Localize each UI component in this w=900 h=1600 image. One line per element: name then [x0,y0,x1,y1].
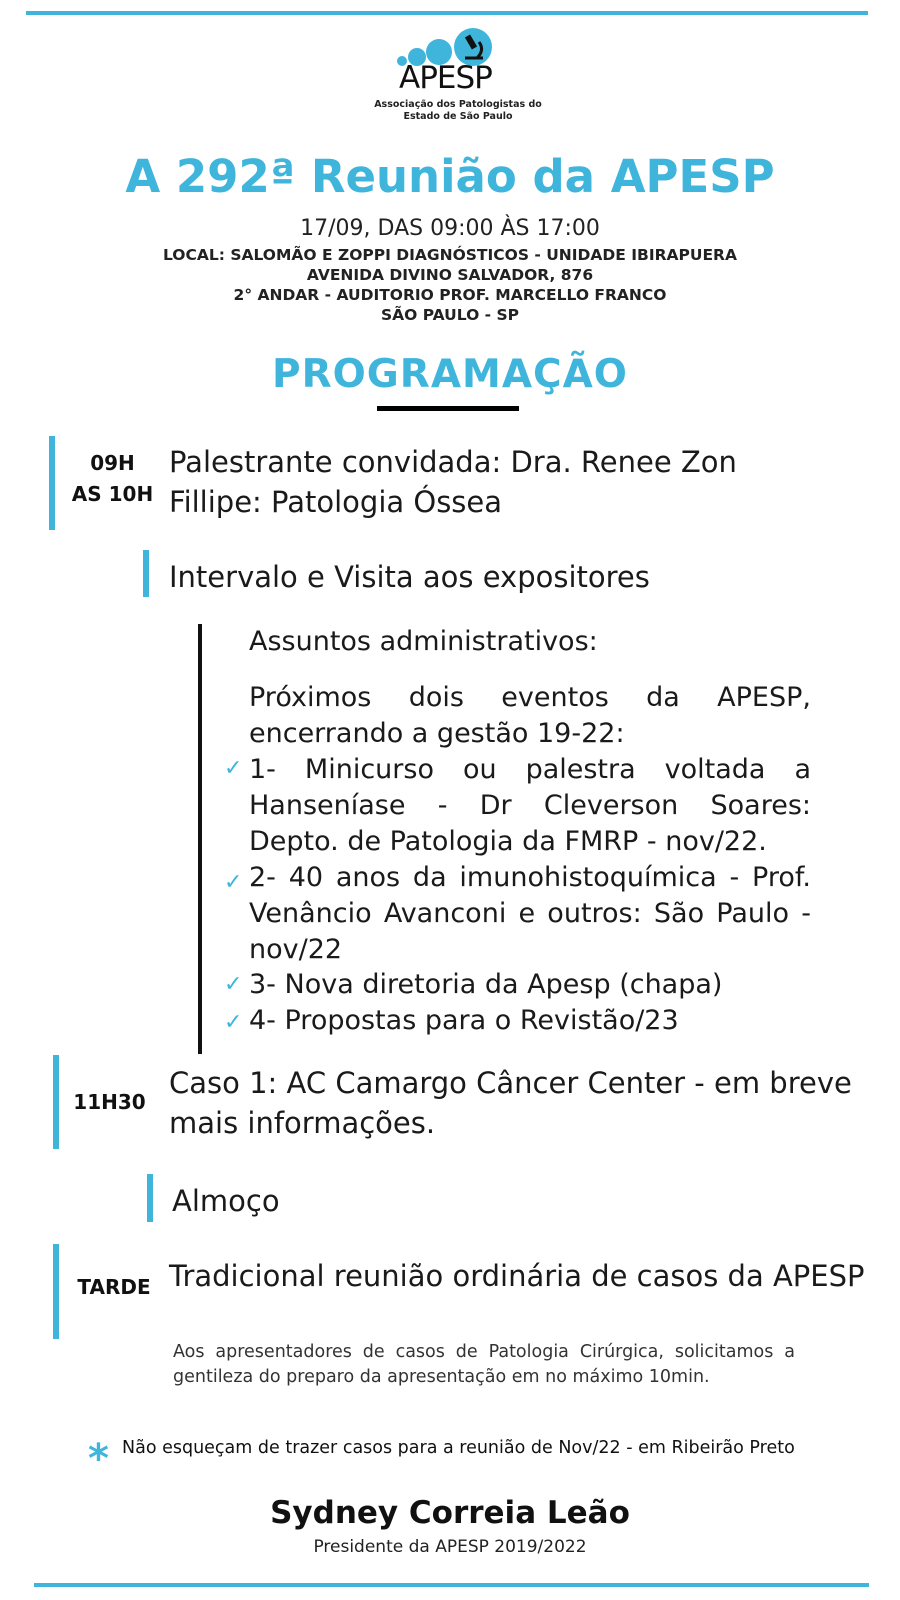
lunch-accent-bar [147,1174,153,1222]
admin-divider-bar [198,624,202,1054]
check-icon: ✓ [224,1010,243,1035]
session1-topic: Fillipe: Patologia Óssea [169,485,503,519]
session1-text [169,442,869,522]
admin-item-4: 4- Propostas para o Revistão/23 [249,1005,679,1036]
bottom-divider [34,1583,869,1587]
logo-wordmark: APESP [399,60,492,96]
session1-time-end: AS 10H [71,482,154,506]
lunch-text: Almoço [172,1184,280,1218]
event-datetime: 17/09, DAS 09:00 ÀS 17:00 [300,216,600,241]
break-text: Intervalo e Visita aos expositores [169,560,650,594]
afternoon-note: Aos apresentadores de casos de Patologia Cirúrgica, solicitamos a gentileza do preparo da apresentação em no máximo 10min. [173,1342,795,1387]
admin-item-1: 1- Minicurso ou palestra voltada a Hanseníase - Dr Cleverson Soares: Depto. de Patologia da FMRP - nov/22. [249,754,811,857]
session1-accent-bar [49,436,55,530]
asterisk-icon: * [88,1436,109,1482]
break-accent-bar [143,550,149,597]
admin-item-3: 3- Nova diretoria da Apesp (chapa) [249,969,723,1000]
session2-accent-bar [53,1055,59,1149]
session1-time [60,448,165,510]
check-icon: ✓ [224,972,243,997]
admin-item-2: 2- 40 anos da imunohistoquímica - Prof. Venâncio Avanconi e outros: São Paulo - nov/22 [249,862,811,965]
apesp-logo [374,28,542,124]
afternoon-time: TARDE [77,1275,151,1299]
location-line-1: LOCAL: SALOMÃO E ZOPPI DIAGNÓSTICOS - UNIDADE IBIRAPUERA [162,246,737,264]
program-heading: PROGRAMAÇÃO [272,352,628,397]
logo-org-name: Associação dos Patologistas do Estado de São Paulo [374,99,542,122]
session2-text: Caso 1: AC Camargo Câncer Center - em breve mais informações. [169,1066,852,1140]
page-title: A 292ª Reunião da APESP [125,150,775,203]
check-icon: ✓ [224,870,243,895]
session2-time: 11H30 [73,1090,146,1114]
afternoon-text: Tradicional reunião ordinária de casos da APESP [169,1259,865,1293]
check-icon: ✓ [224,756,243,781]
admin-heading: Assuntos administrativos: [249,626,598,657]
reminder-text: Não esqueçam de trazer casos para a reunião de Nov/22 - em Ribeirão Preto [122,1438,795,1458]
location-line-4: SÃO PAULO - SP [380,306,520,324]
heading-underline [377,406,519,411]
top-divider [26,11,868,15]
admin-intro: Próximos dois eventos da APESP, encerrando a gestão 19-22: [249,682,811,749]
session1-speaker: Palestrante convidada: Dra. Renee Zon [169,445,737,479]
location-line-2: AVENIDA DIVINO SALVADOR, 876 [306,266,594,284]
session1-time-start: 09H [90,451,135,475]
location-line-3: 2° ANDAR - AUDITORIO PROF. MARCELLO FRANCO [233,286,667,304]
signature-name: Sydney Correia Leão [270,1495,630,1531]
signature-role: Presidente da APESP 2019/2022 [313,1537,587,1557]
afternoon-accent-bar [53,1244,59,1339]
